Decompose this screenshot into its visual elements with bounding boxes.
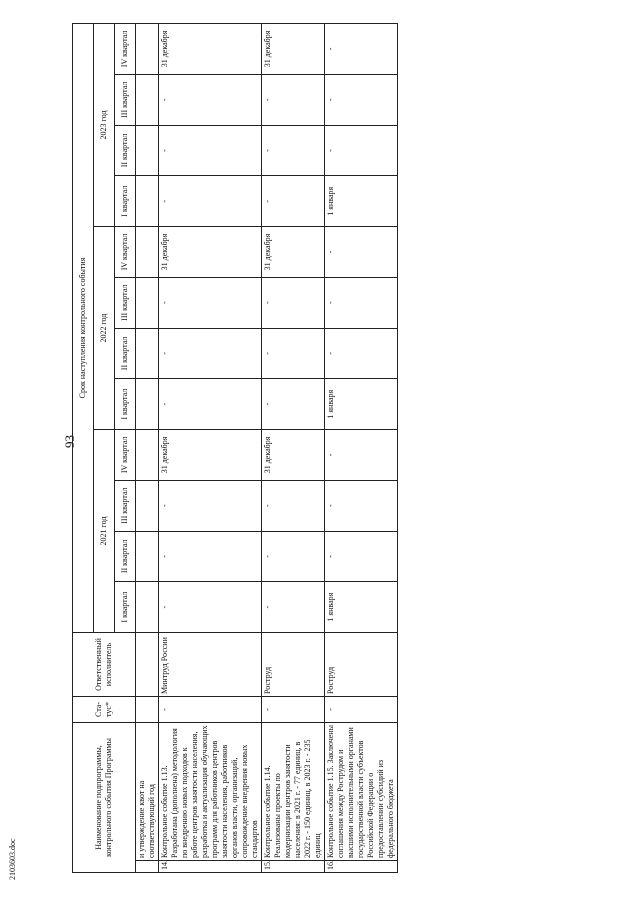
header-responsible: Ответственный исполнитель [73,632,136,696]
row-number: 15. [262,861,325,873]
header-quarter: I квартал [115,379,136,430]
deadline-cell: 31 декабря [159,227,262,278]
deadline-cell [136,379,159,430]
table-row [325,24,398,873]
header-quarter: I квартал [115,176,136,227]
deadline-cell: - [325,480,398,531]
deadline-cell: - [262,480,325,531]
deadline-cell: - [159,328,262,379]
header-quarter: III квартал [115,480,136,531]
header-quarter: IV квартал [115,227,136,278]
deadline-cell: - [325,531,398,582]
responsible-cell: Роструд [325,632,398,696]
deadline-cell: 31 декабря [262,227,325,278]
row-number: 14. [159,861,262,873]
deadline-cell: - [262,125,325,176]
deadline-cell: - [262,277,325,328]
deadline-cell [136,176,159,227]
header-deadline: Срок наступления контрольного события [73,24,94,633]
deadline-cell: - [262,379,325,430]
deadline-cell: 31 декабря [159,24,262,75]
event-name: Контрольное событие 1.15. Заключены соглашения между Рострудом и высшими исполнительными органами государственной власти субъектов Российской Федерации о предоставлении субсидий из федерального бюджета [325,722,398,860]
event-name: Контрольное событие 1.14. Реализованы проекты по модернизации центров занятости населения: в 2021 г. - 77 единиц, в 2022 г. - 150 единиц, в 2023 г. - 235 единиц [262,722,325,860]
row-number: 16. [325,861,398,873]
header-year-2022: 2022 год [94,227,115,430]
responsible-cell: Роструд [262,632,325,696]
deadline-cell: - [262,74,325,125]
status-cell: - [325,696,398,722]
event-name: Контрольное событие 1.13. Разработана (дополнена) методология по внедрению новых подходов к работе центров занятости населения, разработка и актуализация обучающих программ для работников центров занятости населения, работников органов власти, организаций, сопровождение внедрения новых стандартов [159,722,262,860]
deadline-cell [136,277,159,328]
deadline-cell: - [325,430,398,481]
header-quarter: II квартал [115,531,136,582]
deadline-cell: - [262,582,325,633]
deadline-cell [136,125,159,176]
deadline-cell: 31 декабря [262,24,325,75]
deadline-cell [136,430,159,481]
deadline-cell: - [325,277,398,328]
deadline-cell: - [325,227,398,278]
header-quarter: II квартал [115,125,136,176]
deadline-cell: - [159,176,262,227]
header-quarter: IV квартал [115,430,136,481]
row-number [136,861,159,873]
header-quarter: IV квартал [115,24,136,75]
event-name: и утверждение квот на соответствующий год [136,722,159,860]
deadline-cell: - [262,328,325,379]
header-year-2021: 2021 год [94,430,115,633]
deadline-cell [136,24,159,75]
header-year-2023: 2023 год [94,24,115,227]
deadline-cell: - [325,24,398,75]
deadline-cell: 31 декабря [159,430,262,481]
deadline-cell: 1 января [325,379,398,430]
control-events-table [72,23,398,873]
header-quarter: I квартал [115,582,136,633]
deadline-cell: - [159,125,262,176]
deadline-cell: 1 января [325,582,398,633]
document-code: 2103603.doc [8,838,17,880]
deadline-cell: 31 декабря [262,430,325,481]
deadline-cell: - [159,379,262,430]
rotated-table-container [72,23,595,873]
deadline-cell [136,227,159,278]
header-quarter: III квартал [115,277,136,328]
responsible-cell [136,632,159,696]
page-number: 93 [62,435,77,448]
header-name: Наименование подпрограммы, контрольного события Программы [73,722,136,872]
deadline-cell: - [325,74,398,125]
status-cell: - [262,696,325,722]
deadline-cell: - [325,125,398,176]
deadline-cell [136,531,159,582]
responsible-cell: Минтруд России [159,632,262,696]
deadline-cell [136,582,159,633]
deadline-cell: - [262,531,325,582]
deadline-cell [136,480,159,531]
status-cell: - [159,696,262,722]
status-cell [136,696,159,722]
deadline-cell: - [159,277,262,328]
deadline-cell: 1 января [325,176,398,227]
deadline-cell: - [159,74,262,125]
table-row [159,24,262,873]
deadline-cell: - [159,531,262,582]
table-row [262,24,325,873]
deadline-cell [136,74,159,125]
deadline-cell: - [159,480,262,531]
deadline-cell: - [159,582,262,633]
table-row [136,24,159,873]
deadline-cell: - [262,176,325,227]
header-quarter: III квартал [115,74,136,125]
deadline-cell: - [325,328,398,379]
deadline-cell [136,328,159,379]
header-quarter: II квартал [115,328,136,379]
header-status: Ста-тус* [73,696,136,722]
